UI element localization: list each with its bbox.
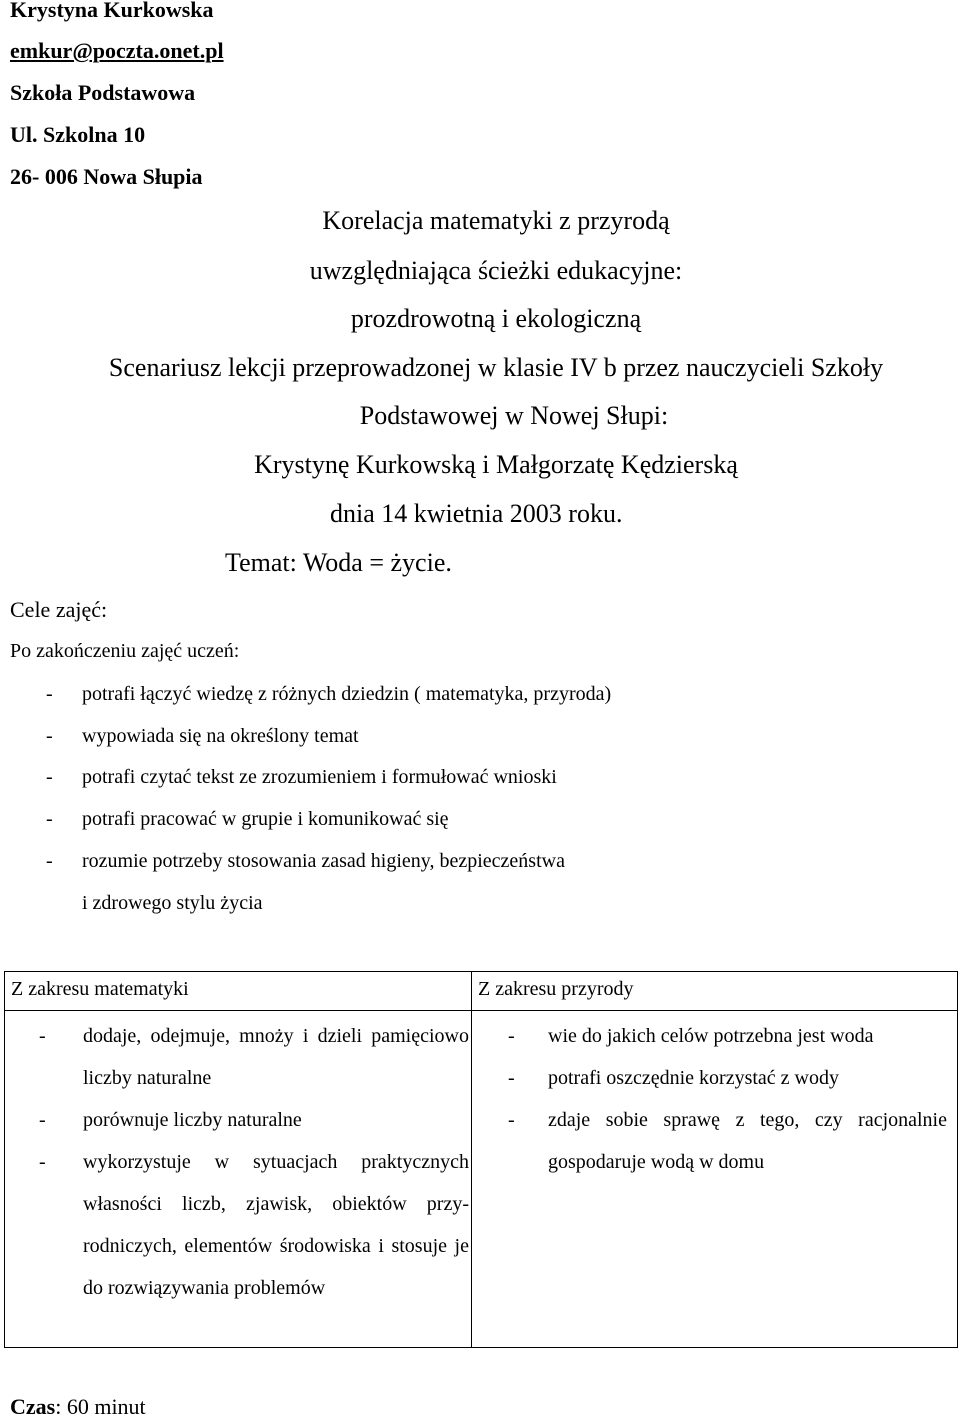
goal-item-4: potrafi pracować w grupie i komunikować się bbox=[82, 808, 449, 830]
author-email[interactable]: emkur@poczta.onet.pl bbox=[10, 38, 224, 63]
school-city: 26- 006 Nowa Słupia bbox=[10, 164, 203, 189]
math-item-1: - dodaje, odejmuje, mnoży i dzieli pamięciowo liczby naturalne bbox=[39, 1025, 469, 1089]
school-street: Ul. Szkolna 10 bbox=[10, 122, 146, 147]
nature-item-3: - zdaje sobie sprawę z tego, czy racjonalnie gospodaruje wodą w domu bbox=[508, 1109, 947, 1173]
nature-header: Z zakresu przyrody bbox=[472, 972, 958, 1011]
goal-item-3: potrafi czytać tekst ze zrozumieniem i formułować wnioski bbox=[82, 766, 557, 788]
goals-heading: Cele zajęć: bbox=[10, 597, 108, 622]
math-item-2: - porównuje liczby naturalne bbox=[39, 1109, 302, 1131]
title-line-4: Scenariusz lekcji przeprowadzonej w klasie IV b przez nauczycieli Szkoły bbox=[108, 353, 884, 382]
title-line-3: prozdrowotną i ekologiczną bbox=[350, 304, 642, 333]
duration-value: : 60 minut bbox=[55, 1394, 146, 1419]
author-name: Krystyna Kurkowska bbox=[10, 0, 214, 22]
title-teachers: Krystynę Kurkowską i Małgorzatę Kędzierską bbox=[254, 450, 738, 479]
title-date: dnia 14 kwietnia 2003 roku. bbox=[330, 499, 623, 528]
goal-dash: - bbox=[46, 808, 53, 830]
title-line-5: Podstawowej w Nowej Słupi: bbox=[359, 401, 669, 430]
goal-dash: - bbox=[46, 850, 53, 872]
duration-label: Czas bbox=[10, 1394, 56, 1419]
goal-item-2: wypowiada się na określony temat bbox=[82, 725, 359, 747]
goals-table bbox=[4, 971, 958, 1348]
goals-intro: Po zakończeniu zajęć uczeń: bbox=[10, 640, 240, 662]
nature-item-2: - potrafi oszczędnie korzystać z wody bbox=[508, 1067, 839, 1089]
duration bbox=[10, 1394, 146, 1420]
goal-dash: - bbox=[46, 683, 53, 705]
goal-dash: - bbox=[46, 766, 53, 788]
nature-item-1: - wie do jakich celów potrzebna jest woda bbox=[508, 1025, 874, 1047]
school-name: Szkoła Podstawowa bbox=[10, 80, 196, 105]
math-item-3: - wykorzystuje w sytuacjach praktycznych własności liczb, zjawisk, obiektów przy-rodniczych, elementów środowiska i stosuje je do rozwiązywania problemów bbox=[39, 1151, 469, 1299]
nature-cell bbox=[472, 1011, 958, 1348]
math-header: Z zakresu matematyki bbox=[5, 972, 472, 1011]
goal-item-5: rozumie potrzeby stosowania zasad higieny, bezpieczeństwa bbox=[82, 850, 565, 872]
goal-item-5-continuation: i zdrowego stylu życia bbox=[82, 892, 263, 914]
title-line-1: Korelacja matematyki z przyrodą bbox=[322, 206, 670, 235]
math-cell bbox=[5, 1011, 472, 1348]
lesson-topic: Temat: Woda = życie. bbox=[225, 548, 452, 577]
goal-dash: - bbox=[46, 725, 53, 747]
goal-item-1: potrafi łączyć wiedzę z różnych dziedzin ( matematyka, przyroda) bbox=[82, 683, 612, 705]
title-line-2: uwzględniająca ścieżki edukacyjne: bbox=[309, 256, 683, 285]
